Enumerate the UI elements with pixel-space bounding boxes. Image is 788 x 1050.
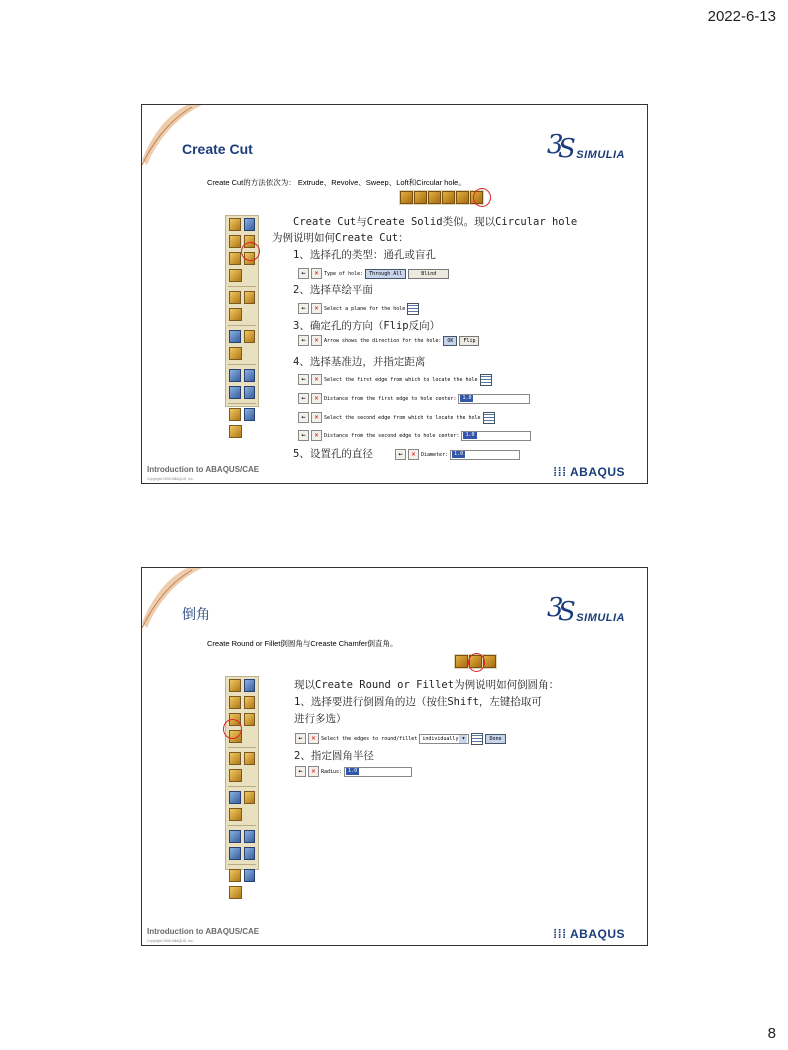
abaqus-bars-icon: ⁞⁞⁞ [553, 465, 570, 479]
input-value: 1.0 [454, 450, 464, 457]
repair-icon[interactable] [229, 408, 241, 421]
datum-point-icon[interactable] [229, 791, 241, 804]
query-icon[interactable] [229, 386, 241, 399]
create-shell-icon[interactable] [244, 696, 256, 709]
input-value: 1.0 [462, 394, 472, 401]
cancel-x-icon[interactable]: ✕ [311, 268, 322, 279]
abaqus-logo-text: ABAQUS [569, 927, 625, 941]
datum-plane-icon[interactable] [244, 791, 256, 804]
svg-text:3: 3 [547, 130, 564, 160]
highlight-ring [473, 188, 491, 207]
cut-extrude-icon[interactable] [400, 191, 413, 204]
footer-copyright: Copyright 2006 ABAQUS, Inc. [147, 477, 194, 481]
footer-title: Introduction to ABAQUS/CAE [147, 927, 260, 936]
set-icon[interactable] [229, 886, 242, 899]
axes-icon[interactable] [244, 847, 256, 860]
step-text: 进行多选） [294, 713, 347, 725]
selection-list-icon[interactable] [480, 374, 492, 386]
footer-copyright: Copyright 2006 ABAQUS, Inc. [147, 939, 194, 943]
create-wire-icon[interactable] [229, 252, 241, 265]
step-text: 2、选择草绘平面 [293, 284, 373, 296]
cancel-x-icon[interactable]: ✕ [311, 393, 322, 404]
measure-icon[interactable] [244, 869, 256, 882]
input-value: 1.0 [348, 767, 358, 774]
xyz-icon[interactable] [229, 830, 241, 843]
highlight-ring [241, 242, 260, 261]
cancel-x-icon[interactable]: ✕ [311, 303, 322, 314]
prompt-label: Select the second edge from which to locate the hole [324, 414, 481, 421]
simulia-logo: SIMULIA [576, 149, 625, 161]
datum-axis-icon[interactable] [229, 808, 242, 821]
step-text: 1、选择要进行倒圆角的边（按住Shift，左键拾取可 [294, 696, 542, 708]
xyz-icon[interactable] [229, 369, 241, 382]
selection-list-icon[interactable] [407, 303, 419, 315]
back-arrow-icon[interactable]: ← [298, 430, 309, 441]
prompt-second-edge [298, 412, 495, 423]
radius-input[interactable] [344, 767, 412, 777]
csys-icon[interactable] [244, 830, 256, 843]
step-text: 4、选择基准边，并指定距离 [293, 356, 426, 368]
back-arrow-icon[interactable]: ← [298, 374, 309, 385]
create-solid-icon[interactable] [229, 696, 241, 709]
cut-toolbar [399, 190, 484, 205]
prompt-label: Select a plane for the hole [324, 305, 406, 312]
sketch-icon[interactable] [229, 308, 242, 321]
cut-loft-icon[interactable] [442, 191, 455, 204]
prompt-label: Type of hole: [324, 270, 364, 277]
sketch-icon[interactable] [229, 769, 242, 782]
prompt-label: Radius: [321, 768, 343, 775]
create-solid-icon[interactable] [229, 235, 241, 248]
tool-palette [225, 676, 259, 870]
prompt-label: Diameter: [421, 451, 449, 458]
back-arrow-icon[interactable]: ← [298, 268, 309, 279]
prompt-label: Distance from the second edge to hole center: [324, 432, 460, 439]
back-arrow-icon[interactable]: ← [395, 449, 406, 460]
datum-axis-icon[interactable] [229, 347, 242, 360]
diameter-input[interactable] [450, 450, 520, 460]
back-arrow-icon[interactable]: ← [295, 733, 306, 744]
abaqus-logo [553, 465, 625, 479]
cut-sweep-icon[interactable] [428, 191, 441, 204]
step-text: 3、确定孔的方向（Flip反向） [293, 320, 441, 332]
repair-icon[interactable] [229, 869, 241, 882]
prompt-label: Arrow shows the direction for the hole: [324, 337, 442, 344]
prompt-label: Distance from the first edge to hole center: [324, 395, 457, 402]
flip-button[interactable]: Flip [459, 336, 479, 346]
slide-subline: Create Cut的方法依次为： Extrude、Revolve、Sweep、Loft和Circular hole。 [207, 178, 466, 187]
slide-fillet [141, 567, 648, 946]
prompt-dist-first [298, 393, 530, 404]
round-fillet-icon[interactable] [229, 269, 242, 282]
partition-face-icon[interactable] [244, 291, 256, 304]
measure-icon[interactable] [244, 408, 256, 421]
svg-text:S: S [558, 597, 576, 627]
part-manager-icon[interactable] [244, 679, 256, 692]
prompt-select-edges [295, 733, 506, 744]
page-number: 8 [767, 1025, 776, 1042]
query-icon[interactable] [229, 847, 241, 860]
set-icon[interactable] [229, 425, 242, 438]
back-arrow-icon[interactable]: ← [298, 303, 309, 314]
distance-first-input[interactable] [458, 394, 530, 404]
prompt-radius [295, 766, 412, 777]
partition-face-icon[interactable] [244, 752, 256, 765]
prompt-label: Select the edges to round/fillet [321, 735, 418, 742]
highlight-ring [468, 653, 485, 672]
axes-icon[interactable] [244, 386, 256, 399]
selection-mode-select[interactable]: individually ▾ [419, 734, 469, 744]
done-button[interactable]: Done [485, 734, 505, 744]
cancel-x-icon[interactable]: ✕ [308, 766, 319, 777]
svg-text:3: 3 [547, 593, 564, 623]
datum-plane-icon[interactable] [244, 330, 256, 343]
highlight-ring [223, 719, 242, 739]
input-value: 1.0 [465, 431, 475, 438]
abaqus-bars-icon: ⁞⁞⁞ [553, 927, 570, 941]
simulia-logo: SIMULIA [576, 612, 625, 624]
blind-button[interactable]: Blind [408, 269, 449, 279]
body-line: Create Cut与Create Solid类似。现以Circular hole [293, 216, 578, 228]
back-arrow-icon[interactable]: ← [298, 412, 309, 423]
create-part-icon[interactable] [229, 218, 241, 231]
csys-icon[interactable] [244, 369, 256, 382]
partition-icon[interactable] [229, 752, 241, 765]
selection-list-icon[interactable] [483, 412, 495, 424]
back-arrow-icon[interactable]: ← [298, 393, 309, 404]
prompt-label: Select the first edge from which to locate the hole [324, 376, 478, 383]
step-text: 2、指定圆角半径 [294, 750, 374, 762]
ok-button[interactable]: OK [443, 336, 457, 346]
slide-title: Create Cut [182, 141, 253, 157]
selection-list-icon[interactable] [471, 733, 483, 745]
abaqus-logo-text: ABAQUS [569, 465, 625, 479]
prompt-diameter [395, 449, 520, 460]
cancel-x-icon[interactable]: ✕ [308, 733, 319, 744]
cut-extrude2-icon[interactable] [456, 191, 469, 204]
abaqus-logo [553, 927, 625, 941]
svg-text:S: S [558, 134, 576, 164]
cancel-x-icon[interactable]: ✕ [408, 449, 419, 460]
prompt-first-edge [298, 374, 492, 385]
back-arrow-icon[interactable]: ← [295, 766, 306, 777]
page-date: 2022-6-13 [707, 8, 776, 25]
prompt-hole-type [298, 268, 449, 279]
datum-point-icon[interactable] [229, 330, 241, 343]
round-fillet-icon[interactable] [455, 655, 468, 668]
cancel-x-icon[interactable]: ✕ [311, 412, 322, 423]
create-part-icon[interactable] [229, 679, 241, 692]
back-arrow-icon[interactable]: ← [298, 335, 309, 346]
distance-second-input[interactable] [461, 431, 531, 441]
footer-title: Introduction to ABAQUS/CAE [147, 465, 260, 474]
body-line: 为例说明如何Create Cut： [272, 232, 409, 244]
cancel-x-icon[interactable]: ✕ [311, 335, 322, 346]
cut-revolve-icon[interactable] [414, 191, 427, 204]
cancel-x-icon[interactable]: ✕ [311, 374, 322, 385]
create-cut-icon[interactable] [244, 713, 256, 726]
body-line: 现以Create Round or Fillet为例说明如何倒圆角： [294, 679, 560, 691]
partition-icon[interactable] [229, 291, 241, 304]
slide-subline: Create Round or Fillet倒圆角与Creaste Chamfer倒直角。 [207, 639, 398, 648]
prompt-direction [298, 335, 479, 346]
slide-create-cut [141, 104, 648, 484]
prompt-select-plane [298, 303, 419, 314]
slide-title: 倒角 [182, 607, 210, 623]
part-manager-icon[interactable] [244, 218, 256, 231]
step-text: 1、选择孔的类型：通孔或盲孔 [293, 249, 436, 261]
prompt-dist-second [298, 430, 531, 441]
through-all-button[interactable]: Through All [365, 269, 406, 279]
cancel-x-icon[interactable]: ✕ [311, 430, 322, 441]
step-text: 5、设置孔的直径 [293, 448, 373, 460]
